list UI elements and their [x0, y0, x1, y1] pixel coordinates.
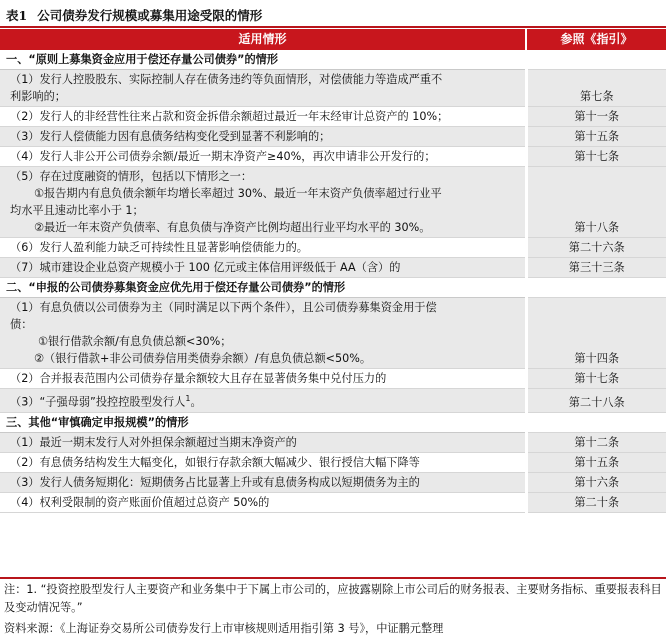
- header-applicable-cases: 适用情形: [0, 29, 526, 50]
- table-row: [0, 369, 666, 389]
- case-text: （3）发行人债务短期化：短期债务占比显著上升或有息债务构成以短期债务为主的: [0, 472, 526, 492]
- bottom-rule: [0, 577, 666, 579]
- case-text: （1）最近一期末发行人对外担保余额超过当期末净资产的: [0, 432, 526, 452]
- article-ref: 第十一条: [526, 107, 666, 127]
- footnote-prefix: 注：1.: [4, 583, 38, 596]
- case-text: （2）有息债务结构发生大幅变化，如银行存款余额大幅减少、银行授信大幅下降等: [0, 452, 526, 472]
- section-heading-row: [0, 50, 666, 70]
- table-row: [0, 107, 666, 127]
- case-text: （6）发行人盈利能力缺乏可持续性且显著影响偿债能力的。: [0, 238, 526, 258]
- table-row: [0, 238, 666, 258]
- section-heading: 二、“申报的公司债券募集资金应优先用于偿还存量公司债券”的情形: [0, 278, 526, 298]
- footnote: [4, 581, 664, 617]
- case-line: （1）发行人控股股东、实际控制人存在债务违约等负面情形，对偿债能力等造成严重不: [10, 73, 443, 86]
- section-heading: 一、“原则上募集资金应用于偿还存量公司债券”的情形: [0, 50, 526, 70]
- footnote-marker: 1: [185, 394, 191, 403]
- table-row: [0, 298, 666, 369]
- table-row: [0, 258, 666, 278]
- case-text: （4）发行人非公开公司债券余额/最近一期末净资产≥40%，再次申请非公开发行的；: [0, 147, 526, 167]
- case-line: （5）存在过度融资的情形，包括以下情形之一：: [10, 170, 253, 183]
- article-ref: 第十六条: [526, 472, 666, 492]
- article-ref: 第二十条: [526, 492, 666, 512]
- article-ref: 第十七条: [526, 147, 666, 167]
- case-text: [0, 167, 526, 238]
- table-row: [0, 70, 666, 107]
- table-row: [0, 127, 666, 147]
- article-ref: 第十七条: [526, 369, 666, 389]
- section-heading: 三、其他“审慎确定申报规模”的情形: [0, 412, 526, 432]
- case-text: [0, 70, 526, 107]
- case-text: （2）发行人的非经营性往来占款和资金拆借余额超过最近一年末经审计总资产的 10%；: [0, 107, 526, 127]
- table-row: [0, 147, 666, 167]
- case-text: （3）发行人偿债能力因有息债务结构变化受到显著不利影响的；: [0, 127, 526, 147]
- article-ref: 第三十三条: [526, 258, 666, 278]
- table-title: [6, 6, 262, 24]
- article-ref: 第二十八条: [526, 389, 666, 413]
- article-ref: 第十八条: [526, 167, 666, 238]
- case-line: ②最近一年末资产负债率、有息负债与净资产比例均超出行业平均水平的 30%。: [34, 221, 431, 234]
- article-ref: 第十二条: [526, 432, 666, 452]
- case-line: ①报告期内有息负债余额年均增长率超过 30%、最近一年末资产负债率超过行业平: [34, 187, 442, 200]
- top-rule: [0, 26, 666, 28]
- article-ref: 第十五条: [526, 127, 666, 147]
- case-line-end: 。: [190, 395, 202, 409]
- footnote-text: “投资控股型发行人主要资产和业务集中于下属上市公司的，应披露剔除上市公司后的财务报表、主要财务指标、重要报表科目及变动情况等。”: [4, 583, 662, 614]
- section-ref-blank: [526, 412, 666, 432]
- case-line: 利影响的；: [10, 90, 66, 103]
- header-row: [0, 29, 666, 50]
- header-reference: 参照《指引》: [526, 29, 666, 50]
- table-row: [0, 492, 666, 512]
- article-ref: 第七条: [526, 70, 666, 107]
- section-heading-row: [0, 278, 666, 298]
- article-ref: 第十四条: [526, 298, 666, 369]
- article-ref: 第十五条: [526, 452, 666, 472]
- table-row: [0, 472, 666, 492]
- table-title-text: 公司债券发行规模或募集用途受限的情形: [37, 8, 263, 23]
- table-row: [0, 167, 666, 238]
- table-row: [0, 389, 666, 413]
- case-line: ①银行借款余额/有息负债总额<30%；: [38, 335, 232, 348]
- case-text: （2）合并报表范围内公司债券存量余额较大且存在显著债务集中兑付压力的: [0, 369, 526, 389]
- section-ref-blank: [526, 278, 666, 298]
- article-ref: 第二十六条: [526, 238, 666, 258]
- case-line: ②（银行借款+非公司债券信用类债券余额）/有息负债总额<50%。: [34, 352, 372, 365]
- section-heading-row: [0, 412, 666, 432]
- source-line: 资料来源：《上海证券交易所公司债券发行上市审核规则适用指引第 3 号》，中证鹏元整理: [4, 622, 444, 635]
- case-text: （4）权利受限制的资产账面价值超过总资产 50%的: [0, 492, 526, 512]
- case-line: 均水平且速动比率小于 1；: [10, 204, 144, 217]
- table-number: 表1: [6, 8, 28, 23]
- case-line: 债：: [10, 318, 33, 331]
- table-row: [0, 432, 666, 452]
- table-row: [0, 452, 666, 472]
- case-text: [0, 298, 526, 369]
- case-text: [0, 389, 526, 413]
- case-line: （1）有息负债以公司债券为主（同时满足以下两个条件），且公司债券募集资金用于偿: [10, 301, 437, 314]
- case-line: （3）“子强母弱”投控控股型发行人: [10, 395, 186, 409]
- section-ref-blank: [526, 50, 666, 70]
- case-text: （7）城市建设企业总资产规模小于 100 亿元或主体信用评级低于 AA（含）的: [0, 258, 526, 278]
- restriction-table: [0, 29, 666, 513]
